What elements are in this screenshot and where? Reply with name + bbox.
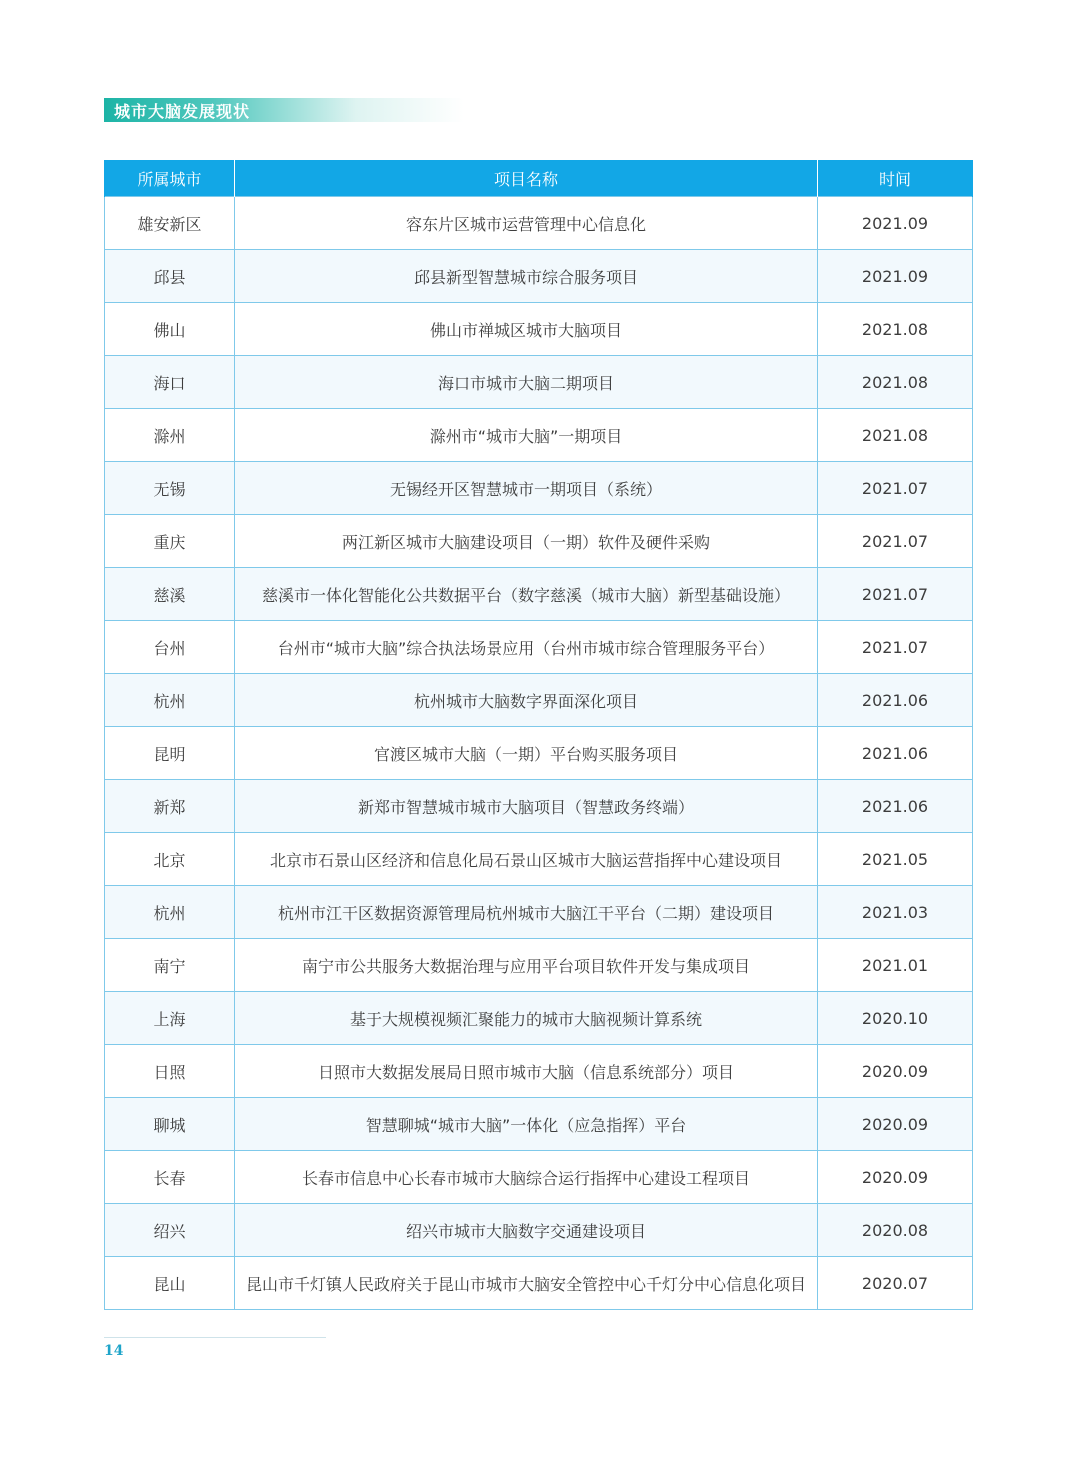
section-banner xyxy=(104,98,464,122)
header-time: 时间 xyxy=(818,160,973,197)
cell-time: 2020.10 xyxy=(818,992,973,1045)
cell-city: 昆山 xyxy=(105,1257,235,1310)
cell-time: 2020.09 xyxy=(818,1151,973,1204)
cell-project-name: 无锡经开区智慧城市一期项目（系统） xyxy=(235,462,818,515)
footer-divider xyxy=(104,1337,326,1338)
table-row xyxy=(105,1151,973,1204)
cell-project-name: 佛山市禅城区城市大脑项目 xyxy=(235,303,818,356)
cell-time: 2021.09 xyxy=(818,197,973,250)
cell-time: 2021.06 xyxy=(818,674,973,727)
cell-city: 南宁 xyxy=(105,939,235,992)
cell-city: 慈溪 xyxy=(105,568,235,621)
cell-time: 2021.09 xyxy=(818,250,973,303)
cell-time: 2021.07 xyxy=(818,462,973,515)
cell-time: 2021.07 xyxy=(818,568,973,621)
cell-city: 绍兴 xyxy=(105,1204,235,1257)
cell-city: 上海 xyxy=(105,992,235,1045)
cell-time: 2021.08 xyxy=(818,409,973,462)
table-row xyxy=(105,780,973,833)
cell-project-name: 滁州市“城市大脑”一期项目 xyxy=(235,409,818,462)
table-row xyxy=(105,621,973,674)
cell-project-name: 绍兴市城市大脑数字交通建设项目 xyxy=(235,1204,818,1257)
cell-project-name: 邱县新型智慧城市综合服务项目 xyxy=(235,250,818,303)
cell-city: 长春 xyxy=(105,1151,235,1204)
table-row xyxy=(105,568,973,621)
cell-project-name: 台州市“城市大脑”综合执法场景应用（台州市城市综合管理服务平台） xyxy=(235,621,818,674)
table-row xyxy=(105,356,973,409)
cell-project-name: 长春市信息中心长春市城市大脑综合运行指挥中心建设工程项目 xyxy=(235,1151,818,1204)
cell-time: 2021.07 xyxy=(818,515,973,568)
cell-project-name: 日照市大数据发展局日照市城市大脑（信息系统部分）项目 xyxy=(235,1045,818,1098)
table-row xyxy=(105,833,973,886)
table-row xyxy=(105,727,973,780)
cell-time: 2021.06 xyxy=(818,780,973,833)
table-row xyxy=(105,250,973,303)
cell-time: 2021.08 xyxy=(818,303,973,356)
cell-project-name: 杭州城市大脑数字界面深化项目 xyxy=(235,674,818,727)
cell-project-name: 新郑市智慧城市城市大脑项目（智慧政务终端） xyxy=(235,780,818,833)
cell-city: 重庆 xyxy=(105,515,235,568)
cell-city: 聊城 xyxy=(105,1098,235,1151)
cell-city: 新郑 xyxy=(105,780,235,833)
cell-city: 滁州 xyxy=(105,409,235,462)
cell-time: 2020.09 xyxy=(818,1045,973,1098)
cell-time: 2021.08 xyxy=(818,356,973,409)
cell-time: 2020.09 xyxy=(818,1098,973,1151)
table-row xyxy=(105,1045,973,1098)
cell-project-name: 智慧聊城“城市大脑”一体化（应急指挥）平台 xyxy=(235,1098,818,1151)
cell-time: 2021.05 xyxy=(818,833,973,886)
cell-time: 2021.01 xyxy=(818,939,973,992)
cell-time: 2020.07 xyxy=(818,1257,973,1310)
table-row xyxy=(105,515,973,568)
cell-city: 雄安新区 xyxy=(105,197,235,250)
cell-project-name: 官渡区城市大脑（一期）平台购买服务项目 xyxy=(235,727,818,780)
table-row xyxy=(105,197,973,250)
cell-project-name: 容东片区城市运营管理中心信息化 xyxy=(235,197,818,250)
cell-city: 佛山 xyxy=(105,303,235,356)
table-header-row xyxy=(105,160,973,197)
cell-project-name: 慈溪市一体化智能化公共数据平台（数字慈溪（城市大脑）新型基础设施） xyxy=(235,568,818,621)
table-row xyxy=(105,992,973,1045)
cell-city: 昆明 xyxy=(105,727,235,780)
table-row xyxy=(105,1098,973,1151)
table-row xyxy=(105,303,973,356)
cell-time: 2020.08 xyxy=(818,1204,973,1257)
cell-city: 海口 xyxy=(105,356,235,409)
table-row xyxy=(105,886,973,939)
table-row xyxy=(105,1257,973,1310)
header-project-name: 项目名称 xyxy=(235,160,818,197)
table-row xyxy=(105,409,973,462)
cell-time: 2021.03 xyxy=(818,886,973,939)
cell-project-name: 两江新区城市大脑建设项目（一期）软件及硬件采购 xyxy=(235,515,818,568)
cell-city: 台州 xyxy=(105,621,235,674)
page-number: 14 xyxy=(104,1343,124,1359)
table-row xyxy=(105,1204,973,1257)
cell-city: 日照 xyxy=(105,1045,235,1098)
cell-project-name: 杭州市江干区数据资源管理局杭州城市大脑江干平台（二期）建设项目 xyxy=(235,886,818,939)
cell-project-name: 基于大规模视频汇聚能力的城市大脑视频计算系统 xyxy=(235,992,818,1045)
section-title: 城市大脑发展现状 xyxy=(114,101,251,121)
table-row xyxy=(105,674,973,727)
cell-project-name: 南宁市公共服务大数据治理与应用平台项目软件开发与集成项目 xyxy=(235,939,818,992)
cell-project-name: 昆山市千灯镇人民政府关于昆山市城市大脑安全管控中心千灯分中心信息化项目 xyxy=(235,1257,818,1310)
cell-time: 2021.06 xyxy=(818,727,973,780)
header-city: 所属城市 xyxy=(105,160,235,197)
projects-table xyxy=(104,160,973,1310)
cell-city: 邱县 xyxy=(105,250,235,303)
cell-city: 杭州 xyxy=(105,886,235,939)
cell-time: 2021.07 xyxy=(818,621,973,674)
table-row xyxy=(105,462,973,515)
cell-city: 杭州 xyxy=(105,674,235,727)
cell-city: 无锡 xyxy=(105,462,235,515)
table-row xyxy=(105,939,973,992)
cell-project-name: 海口市城市大脑二期项目 xyxy=(235,356,818,409)
cell-city: 北京 xyxy=(105,833,235,886)
cell-project-name: 北京市石景山区经济和信息化局石景山区城市大脑运营指挥中心建设项目 xyxy=(235,833,818,886)
